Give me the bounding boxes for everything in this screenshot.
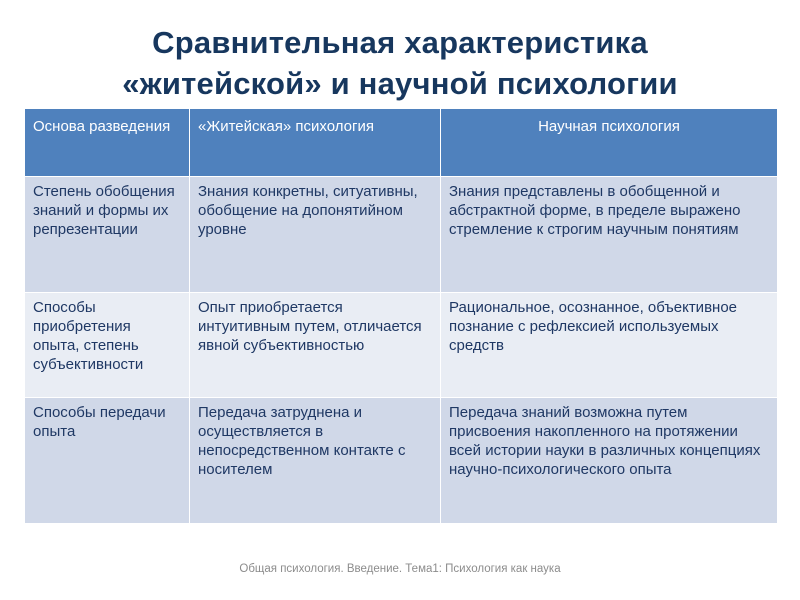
cell-scientific: Знания представлены в обобщенной и абстрактной форме, в пределе выражено стремление к строгим научным понятиям xyxy=(441,177,778,293)
cell-everyday: Опыт приобретается интуитивным путем, отличается явной субъективностью xyxy=(190,293,441,398)
header-scientific-psychology: Научная психология xyxy=(441,109,778,177)
slide-title-line-1: Сравнительная характеристика xyxy=(152,25,648,60)
cell-basis: Способы передачи опыта xyxy=(25,398,190,524)
cell-basis: Способы приобретения опыта, степень субъективности xyxy=(25,293,190,398)
table-row xyxy=(25,177,778,293)
table-row xyxy=(25,293,778,398)
slide-footer: Общая психология. Введение. Тема1: Психология как наука xyxy=(239,563,561,575)
header-basis: Основа разведения xyxy=(25,109,190,177)
table-row xyxy=(25,398,778,524)
table-header-row xyxy=(25,109,778,177)
cell-everyday: Знания конкретны, ситуативны, обобщение на допонятийном уровне xyxy=(190,177,441,293)
slide-title-line-2: «житейской» и научной психологии xyxy=(122,66,678,101)
cell-basis: Степень обобщения знаний и формы их репрезентации xyxy=(25,177,190,293)
header-everyday-psychology: «Житейская» психология xyxy=(190,109,441,177)
cell-everyday: Передача затруднена и осуществляется в непосредственном контакте с носителем xyxy=(190,398,441,524)
comparison-table xyxy=(24,108,778,524)
cell-scientific: Передача знаний возможна путем присвоения накопленного на протяжении всей истории науки в различных концепциях научно-психологического опыта xyxy=(441,398,778,524)
cell-scientific: Рациональное, осознанное, объективное познание с рефлексией используемых средств xyxy=(441,293,778,398)
slide-title xyxy=(0,22,800,104)
